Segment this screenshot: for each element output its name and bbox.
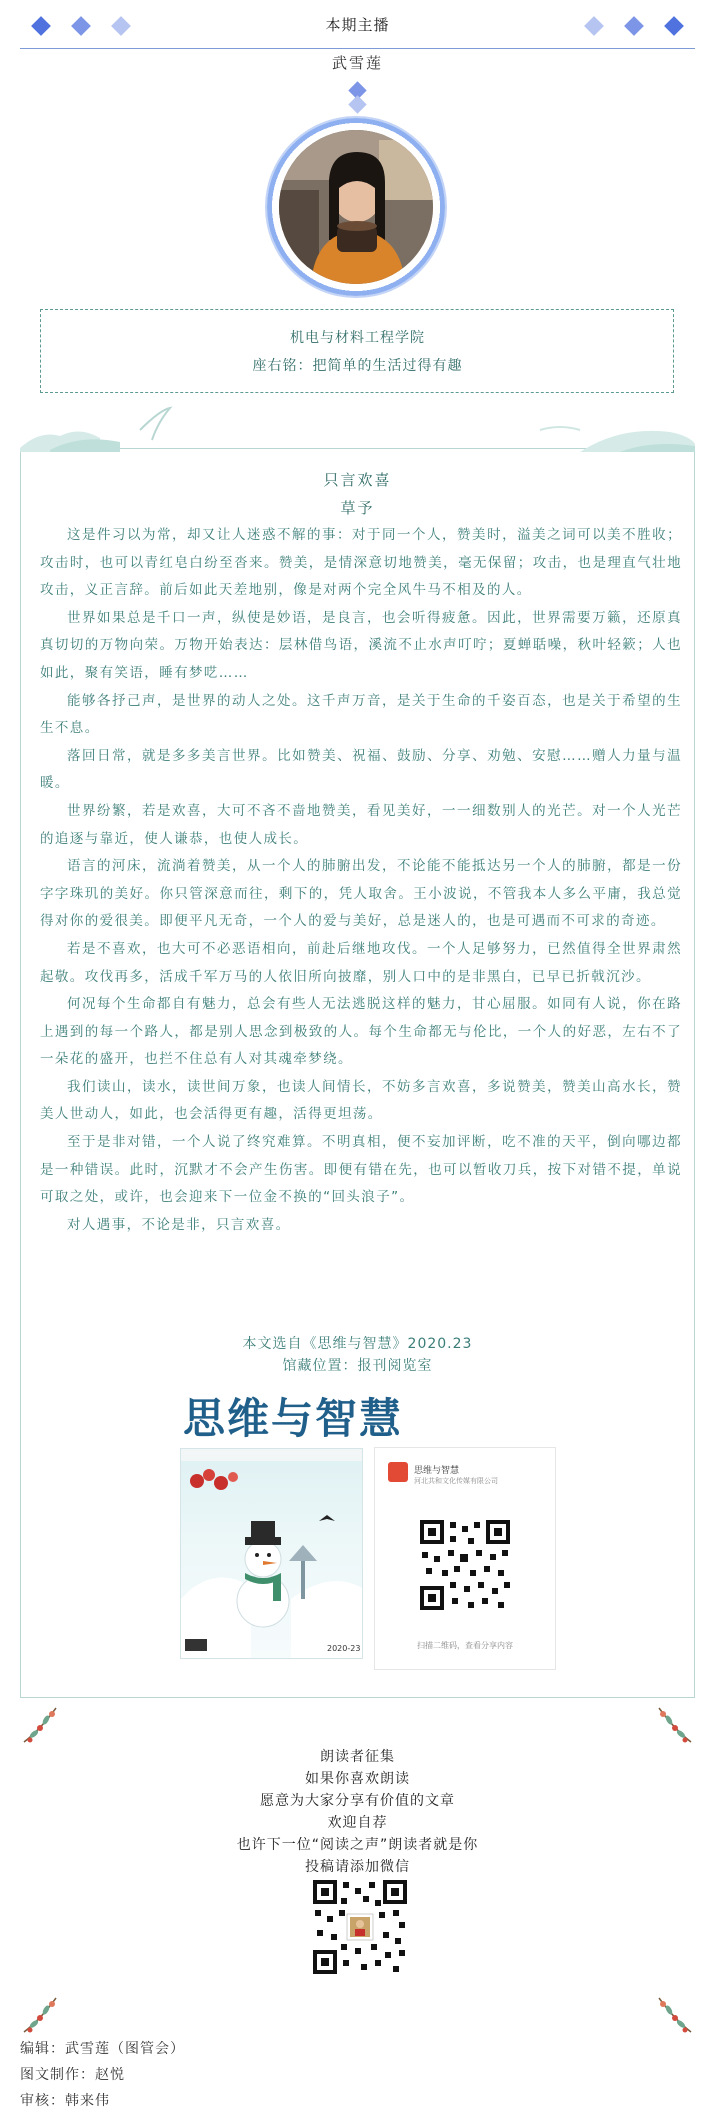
magazine-cover [180, 1448, 363, 1659]
app-logo-icon [388, 1462, 408, 1482]
recruit-line: 欢迎自荐 [327, 1815, 388, 1831]
magazine-brand: 思维与智慧 [183, 1394, 404, 1443]
hills-decoration [20, 400, 695, 452]
article-paragraph: 世界如果总是千口一声，纵使是妙语，是良言，也会听得疲惫。因此，世界需要万籁，还原真真切切的万物向荣。万物开始表达：层林借鸟语，溪流不止水声叮咛；夏蝉聒噪，秋叶轻簌；人也如此，聚有笑语，睡有梦呓…… [40, 609, 682, 681]
share-name: 思维与智慧 [414, 1466, 460, 1476]
credit-editor: 编辑：武雪莲（图管会） [20, 2041, 185, 2057]
share-hint: 扫描二维码，查看分享内容 [417, 1641, 513, 1650]
article-title: 只言欢喜 [323, 471, 392, 489]
wechat-qr-code[interactable] [313, 1880, 407, 1974]
motto: 座右铭：把简单的生活过得有趣 [252, 358, 463, 374]
credit-review: 审核：韩来伟 [20, 2093, 110, 2109]
article-paragraph: 对人遇事，不论是非，只言欢喜。 [67, 1216, 291, 1233]
college-name: 机电与材料工程学院 [290, 330, 425, 346]
collection-location: 馆藏位置：报刊阅览室 [282, 1358, 433, 1374]
flower-corner-icon [649, 1700, 695, 1746]
article-paragraph: 若是不喜欢，也大可不必恶语相向，前赴后继地攻伐。一个人足够努力，已然值得全世界肃然起敬。攻伐再多，活成千军万马的人依旧所向披靡，别人口中的是非黑白，已早已折戟沉沙。 [40, 940, 682, 985]
recruit-line: 愿意为大家分享有价值的文章 [260, 1793, 455, 1809]
flower-corner-icon [649, 1990, 695, 2036]
recruit-line: 也许下一位“阅读之声”朗读者就是你 [236, 1837, 479, 1853]
article-paragraph: 我们读山，读水，读世间万象，也读人间情长，不妨多言欢喜，多说赞美，赞美山高水长，赞美人世动人，如此，也会活得更有趣，活得更坦荡。 [40, 1078, 682, 1123]
avatar [279, 130, 433, 284]
article-source: 本文选自《思维与智慧》2020.23 [242, 1336, 473, 1352]
article-author: 草予 [340, 499, 375, 517]
recruit-line: 如果你喜欢朗读 [305, 1771, 410, 1787]
share-qr-code[interactable] [420, 1520, 510, 1610]
host-name: 武雪莲 [331, 54, 383, 72]
share-subtitle: 河北共和文化传媒有限公司 [414, 1477, 498, 1485]
flower-corner-icon [20, 1990, 66, 2036]
article-paragraph: 能够各抒己声，是世界的动人之处。这千声万音，是关于生命的千姿百态，也是关于希望的生生不息。 [40, 692, 682, 737]
article-paragraph: 语言的河床，流淌着赞美，从一个人的肺腑出发，不论能不能抵达另一个人的肺腑，都是一份字字珠玑的美好。你只管深意而往，剩下的，凭人取舍。王小波说，不管我本人多么平庸，我总觉得对你的爱很美。即便平凡无奇，一个人的爱与美好，总是迷人的，也是可遇而不可求的奇迹。 [40, 858, 682, 930]
avatar-photo [279, 130, 433, 284]
flower-corner-icon [20, 1700, 66, 1746]
article-paragraph: 何况每个生命都自有魅力，总会有些人无法逃脱这样的魅力，甘心屈服。如同有人说，你在路上遇到的每一个路人，都是别人思念到极致的人。每个生命都无与伦比，一个人的好恶，左右不了一朵花的盛开，也拦不住总有人对其魂牵梦绕。 [40, 996, 682, 1068]
magazine-cover-art [181, 1449, 363, 1659]
article-paragraph: 世界纷繁，若是欢喜，大可不吝不啬地赞美，看见美好，一一细数别人的光芒。对一个人光芒的追逐与靠近，使人谦恭，也使人成长。 [40, 802, 682, 847]
profile-box [40, 309, 674, 393]
article-body [40, 522, 682, 1239]
credit-layout: 图文制作：赵悦 [20, 2067, 125, 2083]
diamond-icon [348, 95, 366, 113]
recruit-line: 投稿请添加微信 [305, 1859, 410, 1875]
article-paragraph: 至于是非对错，一个人说了终究难算。不明真相，便不妄加评断，吃不准的天平，倒向哪边都是一种错误。此时，沉默才不会产生伤害。即便有错在先，也可以暂收刀兵，按下对错不提，单说可取之处，或许，也会迎来下一位金不换的“回头浪子”。 [40, 1134, 682, 1206]
small-diamonds [346, 82, 370, 116]
article-paragraph: 落回日常，就是多多美言世界。比如赞美、祝福、鼓励、分享、劝勉、安慰……赠人力量与温暖。 [40, 747, 682, 792]
recruit-line: 朗读者征集 [320, 1749, 395, 1765]
header-title: 本期主播 [325, 16, 390, 34]
cover-issue: 2020-23 [327, 1644, 361, 1653]
article-paragraph: 这是件习以为常，却又让人迷惑不解的事：对于同一个人，赞美时，溢美之词可以美不胜收；攻击时，也可以青红皂白纷至沓来。赞美，是情深意切地赞美，毫无保留；攻击，也是理直气壮地攻击，义正言辞。前后如此天差地别，像是对两个完全风牛马不相及的人。 [40, 527, 682, 599]
